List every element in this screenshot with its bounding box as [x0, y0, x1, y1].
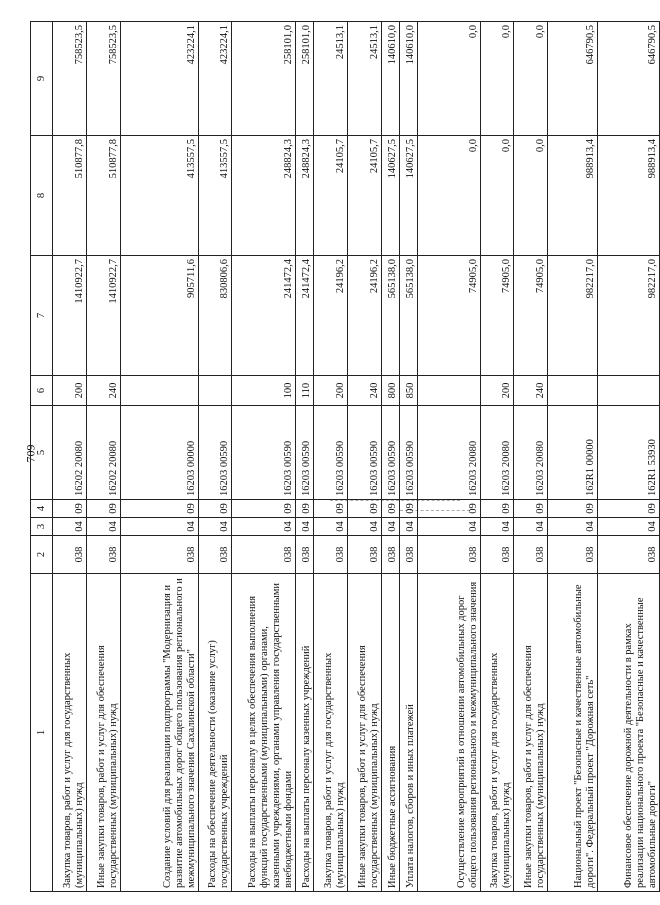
- row-cell-c7: 565138,0: [381, 256, 399, 376]
- header-cell: 5: [31, 406, 53, 500]
- row-cell-c8: 988913,4: [548, 136, 597, 256]
- row-cell-c7: 565138,0: [400, 256, 418, 376]
- table-row: [418, 22, 480, 892]
- row-cell-c4: 09: [348, 500, 382, 518]
- row-cell-c5: 16203 00590: [348, 406, 382, 500]
- row-cell-c7: 74905,0: [480, 256, 514, 376]
- header-cell: 8: [31, 136, 53, 256]
- page-number: 709: [23, 444, 38, 463]
- header-cell: 6: [31, 376, 53, 406]
- row-cell-c8: 413557,5: [120, 136, 198, 256]
- row-cell-c6: [597, 376, 660, 406]
- row-cell-c9: 0,0: [480, 22, 514, 136]
- row-cell-c7: 1410922,7: [53, 256, 87, 376]
- row-cell-c5: 16202 20080: [86, 406, 120, 500]
- table-row: [381, 22, 399, 892]
- row-cell-c7: 830806,6: [198, 256, 232, 376]
- header-cell: 9: [31, 22, 53, 136]
- row-cell-c9: 758523,5: [86, 22, 120, 136]
- row-description: Закупка товаров, работ и услуг для государственных (муниципальных) нужд: [480, 574, 514, 892]
- row-cell-c4: 09: [198, 500, 232, 518]
- row-cell-c3: 04: [418, 518, 480, 536]
- row-cell-c2: 038: [514, 536, 548, 574]
- row-cell-c8: 0,0: [418, 136, 480, 256]
- table-row: [86, 22, 120, 892]
- row-cell-c7: 982217,0: [548, 256, 597, 376]
- row-description: Иные закупки товаров, работ и услуг для обеспечения государственных (муниципальных) нужд: [86, 574, 120, 892]
- row-cell-c5: 16203 00590: [198, 406, 232, 500]
- row-cell-c6: 200: [53, 376, 87, 406]
- row-cell-c8: 510877,8: [86, 136, 120, 256]
- table-row: [400, 22, 418, 892]
- row-cell-c2: 038: [53, 536, 87, 574]
- row-cell-c6: 800: [381, 376, 399, 406]
- row-description: Уплата налогов, сборов и иных платежей: [400, 574, 418, 892]
- table-row: [548, 22, 597, 892]
- row-cell-c2: 038: [296, 536, 314, 574]
- row-cell-c3: 04: [53, 518, 87, 536]
- table-row: [348, 22, 382, 892]
- row-cell-c8: 140627,5: [381, 136, 399, 256]
- row-cell-c3: 04: [86, 518, 120, 536]
- row-cell-c3: 04: [597, 518, 660, 536]
- row-cell-c6: 110: [296, 376, 314, 406]
- table-row: [597, 22, 660, 892]
- row-cell-c2: 038: [348, 536, 382, 574]
- row-cell-c5: 16202 20080: [53, 406, 87, 500]
- row-cell-c7: 1410922,7: [86, 256, 120, 376]
- row-cell-c2: 038: [120, 536, 198, 574]
- row-description: Иные бюджетные ассигнования: [381, 574, 399, 892]
- row-cell-c5: 16203 00590: [400, 406, 418, 500]
- row-cell-c3: 04: [314, 518, 348, 536]
- header-cell: 4: [31, 500, 53, 518]
- row-cell-c3: 04: [400, 518, 418, 536]
- row-cell-c7: 24196,2: [314, 256, 348, 376]
- row-cell-c4: 09: [400, 500, 418, 518]
- row-cell-c9: 423224,1: [198, 22, 232, 136]
- row-cell-c8: 510877,8: [53, 136, 87, 256]
- row-cell-c9: 423224,1: [120, 22, 198, 136]
- row-cell-c2: 038: [418, 536, 480, 574]
- row-cell-c6: 240: [514, 376, 548, 406]
- rotated-table-wrapper: [30, 22, 660, 892]
- row-cell-c4: 09: [597, 500, 660, 518]
- row-description: Иные закупки товаров, работ и услуг для обеспечения государственных (муниципальных) нужд: [348, 574, 382, 892]
- row-cell-c6: 200: [480, 376, 514, 406]
- table-row: [53, 22, 87, 892]
- row-cell-c8: 0,0: [480, 136, 514, 256]
- row-cell-c2: 038: [198, 536, 232, 574]
- row-cell-c5: 16203 00590: [232, 406, 296, 500]
- row-cell-c6: 100: [232, 376, 296, 406]
- row-cell-c9: 646790,5: [548, 22, 597, 136]
- row-cell-c3: 04: [232, 518, 296, 536]
- table-row: [514, 22, 548, 892]
- row-cell-c5: 162R1 53930: [597, 406, 660, 500]
- budget-table: [30, 21, 660, 892]
- header-cell: 7: [31, 256, 53, 376]
- row-description: Национальный проект "Безопасные и качественные автомобильные дороги". Федеральный проект "Дорожная сеть": [548, 574, 597, 892]
- row-cell-c9: 24513,1: [348, 22, 382, 136]
- row-cell-c6: [120, 376, 198, 406]
- row-cell-c8: 988913,4: [597, 136, 660, 256]
- row-cell-c4: 09: [480, 500, 514, 518]
- row-cell-c4: 09: [120, 500, 198, 518]
- row-cell-c7: 74905,0: [418, 256, 480, 376]
- row-cell-c9: 258101,0: [232, 22, 296, 136]
- row-description: Иные закупки товаров, работ и услуг для обеспечения государственных (муниципальных) нужд: [514, 574, 548, 892]
- row-cell-c7: 24196,2: [348, 256, 382, 376]
- row-cell-c5: 162R1 00000: [548, 406, 597, 500]
- table-row: [314, 22, 348, 892]
- table-row: [232, 22, 296, 892]
- row-cell-c8: 413557,5: [198, 136, 232, 256]
- header-cell: 2: [31, 536, 53, 574]
- row-description: Расходы на выплаты персоналу в целях обеспечения выполнения функций государственными (муниципальными) органами, казенными учреждениями, органами управления государственными внебюджетными фондами: [232, 574, 296, 892]
- row-cell-c5: 16203 00590: [381, 406, 399, 500]
- row-cell-c3: 04: [548, 518, 597, 536]
- row-cell-c2: 038: [548, 536, 597, 574]
- row-cell-c8: 140627,5: [400, 136, 418, 256]
- row-description: Закупка товаров, работ и услуг для государственных (муниципальных) нужд: [53, 574, 87, 892]
- row-cell-c9: 758523,5: [53, 22, 87, 136]
- row-cell-c7: 241472,4: [232, 256, 296, 376]
- row-cell-c4: 09: [296, 500, 314, 518]
- row-cell-c2: 038: [232, 536, 296, 574]
- header-row: [31, 22, 53, 892]
- row-cell-c5: 16203 20080: [480, 406, 514, 500]
- row-cell-c6: 240: [348, 376, 382, 406]
- row-cell-c9: 24513,1: [314, 22, 348, 136]
- row-cell-c5: 16203 00590: [314, 406, 348, 500]
- row-cell-c4: 09: [232, 500, 296, 518]
- row-cell-c2: 038: [400, 536, 418, 574]
- row-cell-c7: 74905,0: [514, 256, 548, 376]
- row-cell-c4: 09: [548, 500, 597, 518]
- row-cell-c4: 09: [418, 500, 480, 518]
- row-cell-c9: 0,0: [418, 22, 480, 136]
- row-cell-c3: 04: [198, 518, 232, 536]
- row-cell-c6: [198, 376, 232, 406]
- row-cell-c2: 038: [314, 536, 348, 574]
- row-cell-c6: [418, 376, 480, 406]
- row-cell-c6: [548, 376, 597, 406]
- row-cell-c4: 09: [314, 500, 348, 518]
- row-cell-c7: 905711,6: [120, 256, 198, 376]
- row-cell-c8: 0,0: [514, 136, 548, 256]
- row-cell-c2: 038: [381, 536, 399, 574]
- row-cell-c4: 09: [86, 500, 120, 518]
- row-cell-c5: 16203 20080: [418, 406, 480, 500]
- row-cell-c2: 038: [597, 536, 660, 574]
- row-cell-c2: 038: [480, 536, 514, 574]
- row-cell-c8: 248824,3: [232, 136, 296, 256]
- row-description: Финансовое обеспечение дорожной деятельности в рамках реализации национального проекта "Безопасные и качественные автомобильные дороги": [597, 574, 660, 892]
- row-cell-c3: 04: [296, 518, 314, 536]
- row-cell-c5: 16203 00000: [120, 406, 198, 500]
- row-cell-c6: 240: [86, 376, 120, 406]
- row-cell-c2: 038: [86, 536, 120, 574]
- row-cell-c9: 646790,5: [597, 22, 660, 136]
- header-cell: 1: [31, 574, 53, 892]
- row-cell-c4: 09: [381, 500, 399, 518]
- row-cell-c6: 850: [400, 376, 418, 406]
- row-cell-c3: 04: [348, 518, 382, 536]
- row-cell-c3: 04: [480, 518, 514, 536]
- row-cell-c8: 248824,3: [296, 136, 314, 256]
- row-cell-c8: 24105,7: [348, 136, 382, 256]
- row-cell-c4: 09: [53, 500, 87, 518]
- table-row: [480, 22, 514, 892]
- row-cell-c9: 140610,0: [400, 22, 418, 136]
- row-description: Осуществление мероприятий в отношении автомобильных дорог общего пользования регионального и межмуниципального значения: [418, 574, 480, 892]
- row-description: Расходы на обеспечение деятельности (оказание услуг) государственных учреждений: [198, 574, 232, 892]
- row-cell-c9: 140610,0: [381, 22, 399, 136]
- table-row: [198, 22, 232, 892]
- row-cell-c5: 16203 00590: [296, 406, 314, 500]
- row-cell-c6: 200: [314, 376, 348, 406]
- table-row: [120, 22, 198, 892]
- row-cell-c4: 09: [514, 500, 548, 518]
- table-row: [296, 22, 314, 892]
- row-cell-c5: 16203 20080: [514, 406, 548, 500]
- row-cell-c7: 241472,4: [296, 256, 314, 376]
- row-cell-c3: 04: [514, 518, 548, 536]
- row-cell-c3: 04: [120, 518, 198, 536]
- row-cell-c7: 982217,0: [597, 256, 660, 376]
- header-cell: 3: [31, 518, 53, 536]
- row-cell-c3: 04: [381, 518, 399, 536]
- row-description: Закупка товаров, работ и услуг для государственных (муниципальных) нужд: [314, 574, 348, 892]
- row-cell-c8: 24105,7: [314, 136, 348, 256]
- row-description: Расходы на выплаты персоналу казенных учреждений: [296, 574, 314, 892]
- row-cell-c9: 0,0: [514, 22, 548, 136]
- row-cell-c9: 258101,0: [296, 22, 314, 136]
- row-description: Создание условий для реализации подпрограммы "Модернизация и развитие автомобильных дорог общего пользования регионального и межмуниципального значения Сахалинской области": [120, 574, 198, 892]
